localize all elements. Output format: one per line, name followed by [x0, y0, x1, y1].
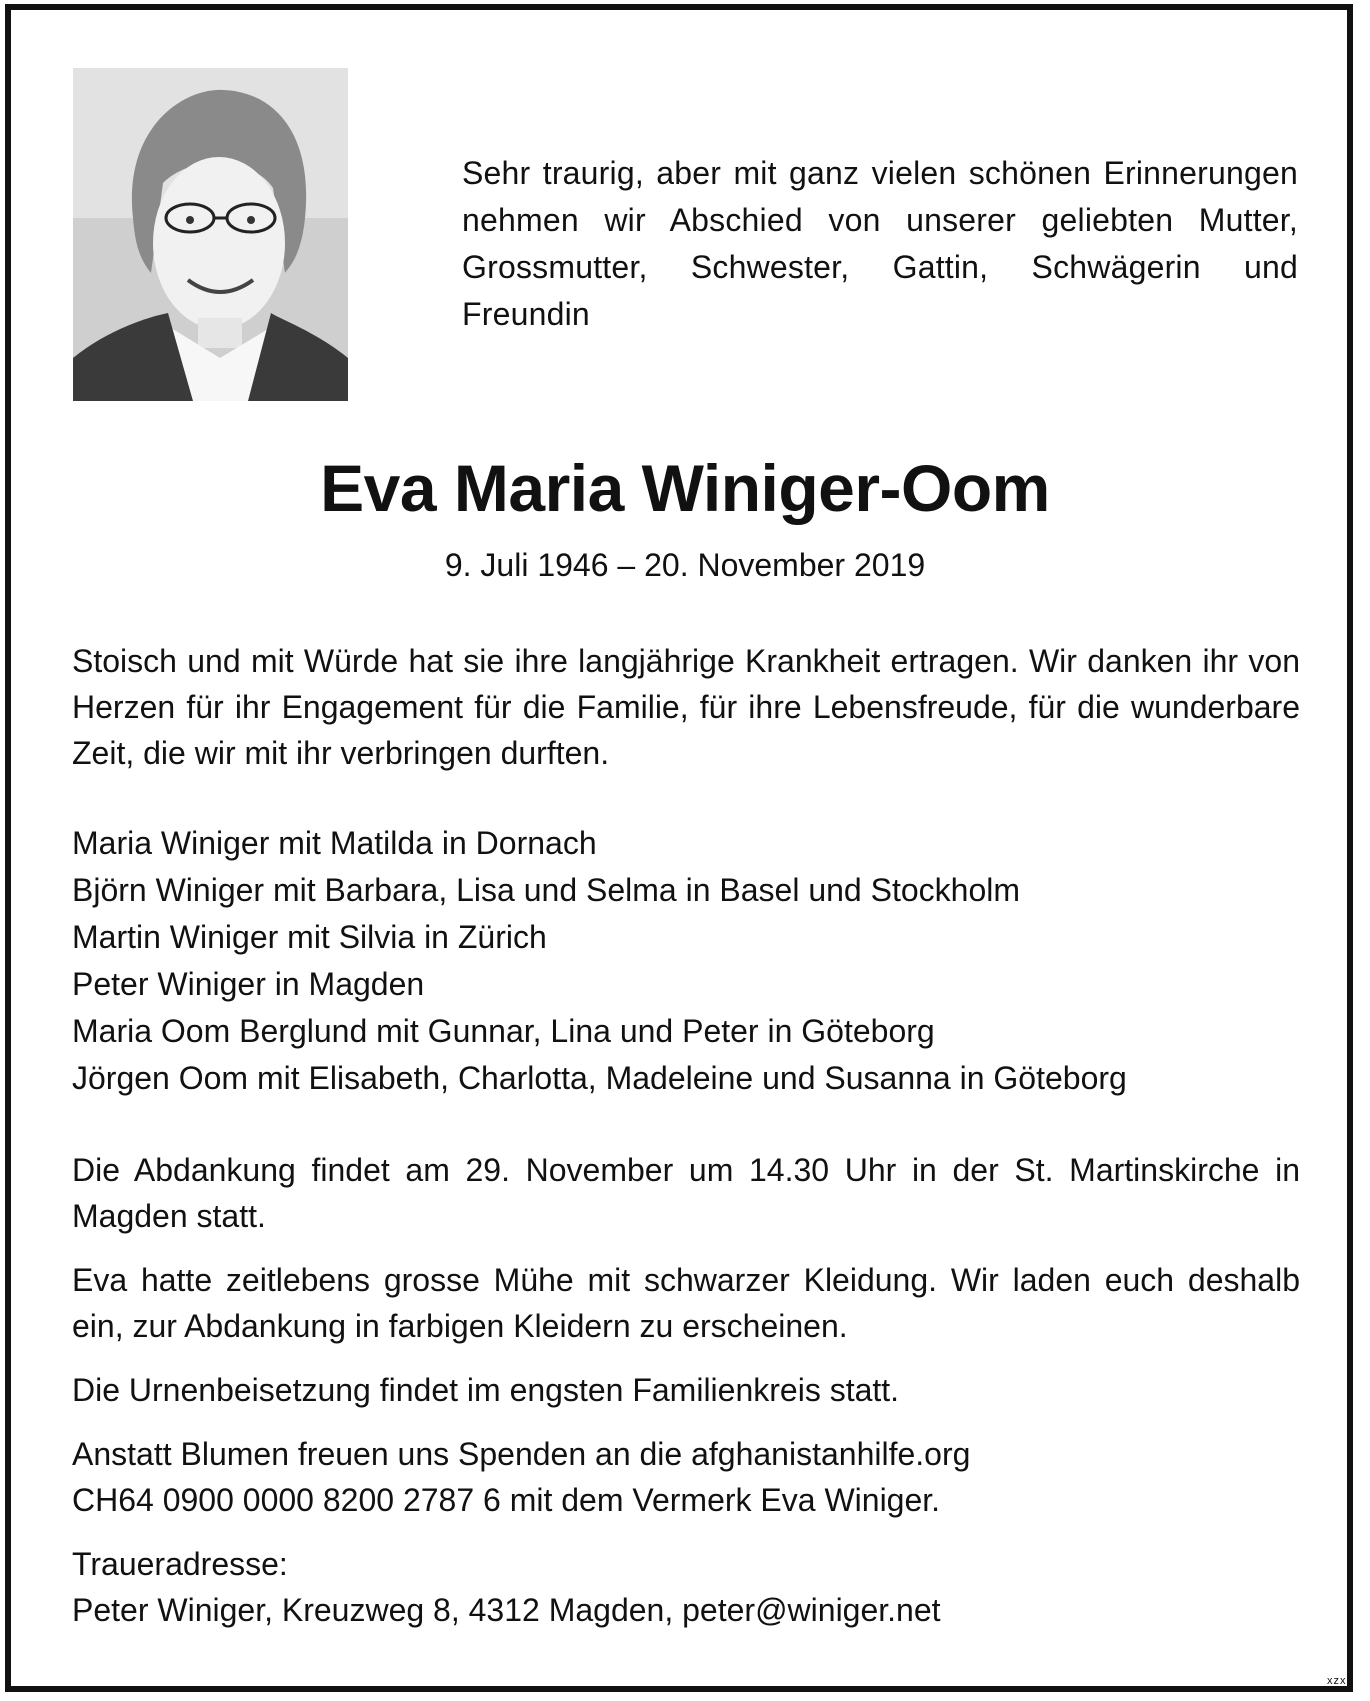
ceremony-info: Die Abdankung findet am 29. November um 14.30 Uhr in der St. Martinskirche in Magden statt.: [72, 1152, 1300, 1234]
deceased-name: Eva Maria Winiger-Oom: [320, 451, 1050, 525]
tribute-text: Stoisch und mit Würde hat sie ihre langjährige Krankheit ertragen. Wir danken ihr von Herzen für ihr Engagement für die Familie, für ihre Lebensfreude, für die wunderbare Zeit, die wir mit ihr verbringen durften.: [72, 643, 1300, 771]
mourning-address: [72, 1541, 1300, 1633]
family-member: Maria Winiger mit Matilda in Dornach: [72, 825, 597, 861]
family-member: Maria Oom Berglund mit Gunnar, Lina und Peter in Göteborg: [72, 1013, 935, 1049]
address-label: Traueradresse:: [72, 1546, 288, 1582]
donation-line-2: CH64 0900 0000 8200 2787 6 mit dem Vermerk Eva Winiger.: [72, 1482, 941, 1518]
clothing-request: Eva hatte zeitlebens grosse Mühe mit schwarzer Kleidung. Wir laden euch deshalb ein, zur Abdankung in farbigen Kleidern zu erscheinen.: [72, 1262, 1300, 1344]
donation-line-1: Anstatt Blumen freuen uns Spenden an die afghanistanhilfe.org: [72, 1436, 971, 1472]
intro-text: Sehr traurig, aber mit ganz vielen schönen Erinnerungen nehmen wir Abschied von unserer geliebten Mutter, Grossmutter, Schwester, Gattin, Schwägerin und Freundin: [462, 155, 1298, 332]
publisher-code: xzx: [1327, 1675, 1347, 1687]
family-list: [72, 820, 1300, 1102]
family-member: Björn Winiger mit Barbara, Lisa und Selma in Basel und Stockholm: [72, 872, 1020, 908]
burial-info: Die Urnenbeisetzung findet im engsten Familienkreis statt.: [72, 1372, 900, 1408]
address-line: Peter Winiger, Kreuzweg 8, 4312 Magden, peter@winiger.net: [72, 1592, 941, 1628]
family-member: Jörgen Oom mit Elisabeth, Charlotta, Madeleine und Susanna in Göteborg: [72, 1060, 1127, 1096]
details-section: [72, 1147, 1300, 1633]
portrait-photo: [73, 68, 348, 401]
family-member: Martin Winiger mit Silvia in Zürich: [72, 919, 547, 955]
family-member: Peter Winiger in Magden: [72, 966, 425, 1002]
life-dates: 9. Juli 1946 – 20. November 2019: [444, 547, 926, 583]
donation-info: [72, 1431, 1300, 1523]
